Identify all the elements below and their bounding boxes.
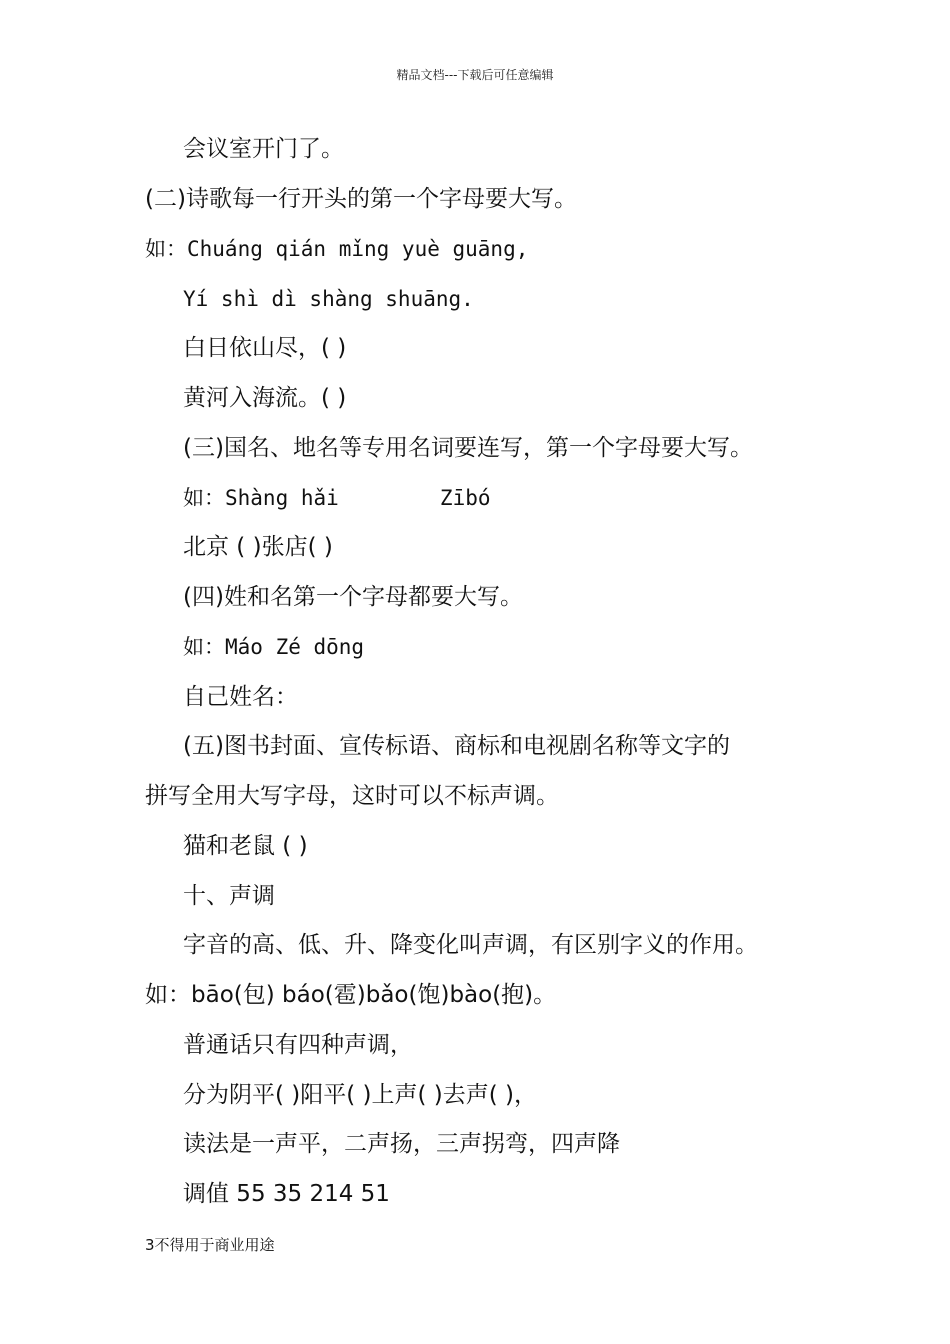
text-line: 字音的高、低、升、降变化叫声调，有区别字义的作用。 bbox=[183, 932, 758, 958]
text-line: 北京 ( )张店( ) bbox=[183, 534, 333, 560]
text-line: 调值 55 35 214 51 bbox=[183, 1181, 390, 1207]
text-line: 会议室开门了。 bbox=[183, 136, 344, 162]
text-line: 白日依山尽，( ) bbox=[183, 335, 347, 361]
text-line: 拼写全用大写字母，这时可以不标声调。 bbox=[145, 783, 559, 809]
text-line: 如：Chuáng qián mǐng yuè guāng, bbox=[145, 237, 529, 261]
text-line: (二)诗歌每一行开头的第一个字母要大写。 bbox=[145, 186, 577, 212]
text-line: 读法是一声平，二声扬，三声拐弯，四声降 bbox=[183, 1131, 620, 1157]
text-line: 分为阴平( )阳平( )上声( )去声( )， bbox=[183, 1082, 538, 1108]
text-line: Yí shì dì shàng shuāng. bbox=[183, 287, 474, 311]
text-line: 十、声调 bbox=[183, 883, 275, 909]
text-line: 自己姓名： bbox=[183, 684, 298, 710]
text-line: 如：Shàng hǎi Zībó bbox=[183, 486, 491, 510]
text-line: (五)图书封面、宣传标语、商标和电视剧名称等文字的 bbox=[183, 733, 730, 759]
text-line: (三)国名、地名等专用名词要连写，第一个字母要大写。 bbox=[183, 435, 753, 461]
page-header: 精品文档---下载后可任意编辑 bbox=[396, 68, 554, 82]
page-footer: 3不得用于商业用途 bbox=[145, 1236, 275, 1254]
text-line: (四)姓和名第一个字母都要大写。 bbox=[183, 584, 523, 610]
text-line: 黄河入海流。( ) bbox=[183, 385, 347, 411]
text-line: 猫和老鼠 ( ) bbox=[183, 833, 308, 859]
text-line: 如：bāo(包) báo(雹)bǎo(饱)bào(抱)。 bbox=[145, 982, 557, 1008]
text-line: 如：Máo Zé dōng bbox=[183, 635, 365, 659]
text-line: 普通话只有四种声调， bbox=[183, 1032, 413, 1058]
